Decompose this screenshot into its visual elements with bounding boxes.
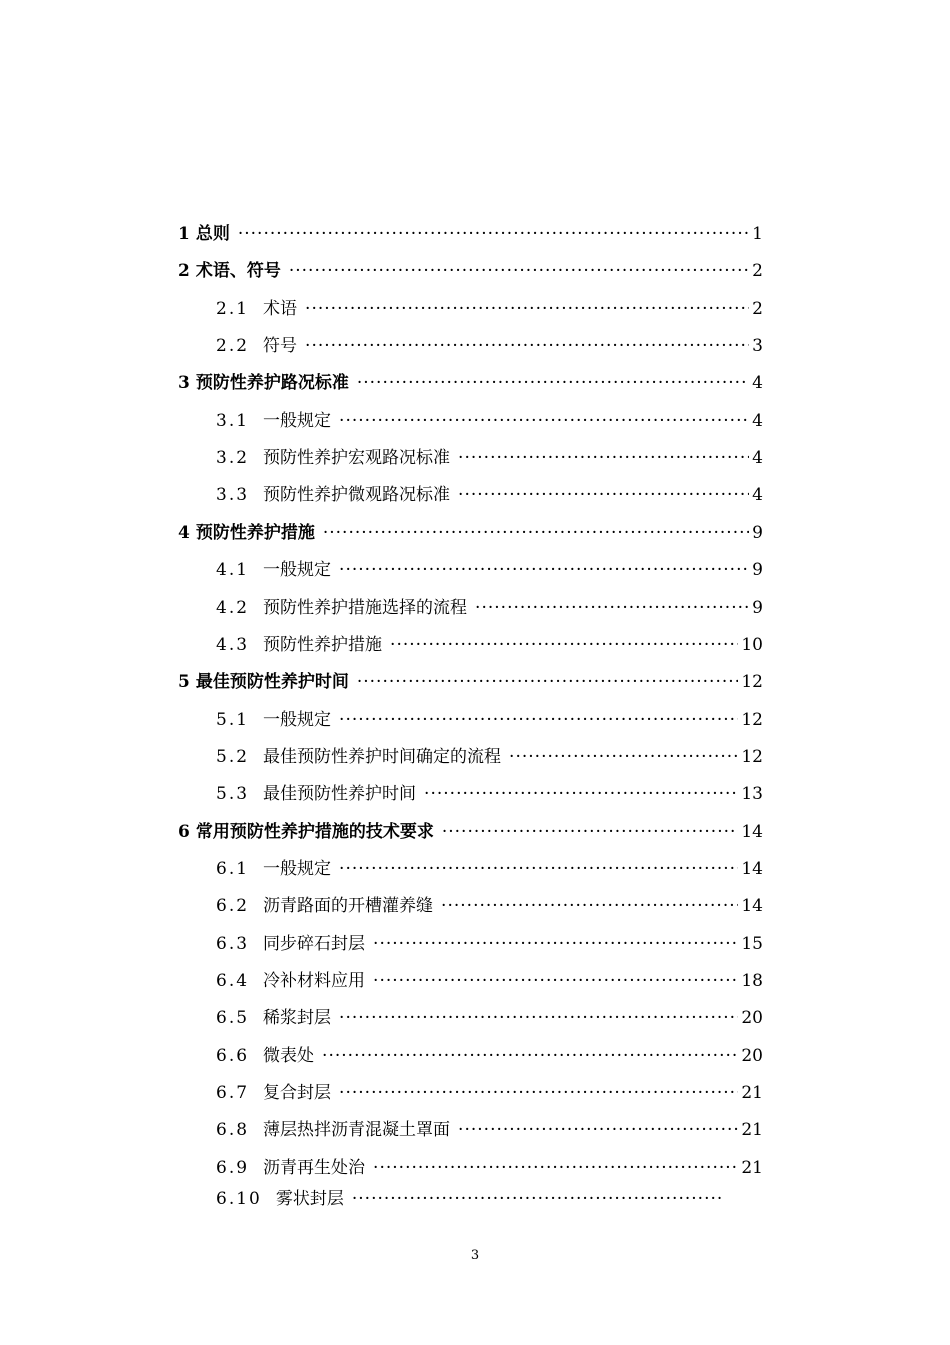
toc-entry-title: 最佳预防性养护时间确定的流程 — [263, 746, 502, 767]
toc-leader-dots — [305, 298, 749, 320]
toc-entry-number: 5 — [178, 672, 190, 693]
toc-leader-dots — [475, 597, 749, 619]
toc-entry-title: 术语、符号 — [195, 261, 281, 282]
toc-entry-number: 6.3 — [216, 933, 250, 954]
toc-entry-number: 3.3 — [216, 485, 250, 506]
toc-leader-dots — [352, 1188, 722, 1210]
toc-entry[interactable] — [178, 821, 763, 843]
toc-entry-title: 最佳预防性养护时间 — [263, 784, 417, 805]
toc-entry-number: 3 — [178, 373, 190, 394]
toc-entry-title: 复合封层 — [263, 1083, 332, 1104]
toc-leader-dots — [305, 335, 749, 357]
toc-entry-number: 6.5 — [216, 1008, 250, 1029]
toc-entry[interactable] — [216, 447, 763, 469]
toc-entry[interactable] — [216, 1157, 763, 1179]
toc-entry-number: 2 — [178, 261, 190, 282]
toc-entry-title: 一般规定 — [263, 560, 332, 581]
toc-entry-number: 6 — [178, 821, 190, 842]
toc-entry-title: 一般规定 — [263, 858, 332, 879]
toc-entry[interactable] — [216, 1119, 763, 1141]
toc-entry[interactable] — [216, 597, 763, 619]
toc-leader-dots — [458, 1119, 738, 1141]
toc-entry[interactable] — [178, 671, 763, 693]
toc-entry-title: 一般规定 — [263, 709, 332, 730]
toc-leader-dots — [323, 522, 749, 544]
toc-entry-title: 同步碎石封层 — [263, 933, 366, 954]
toc-leader-dots — [339, 709, 738, 731]
toc-entry-number: 2.2 — [216, 336, 250, 357]
toc-entry-title: 预防性养护措施 — [195, 522, 315, 543]
toc-entry[interactable] — [216, 933, 763, 955]
toc-entry-page: 9 — [752, 560, 763, 581]
toc-entry-title: 冷补材料应用 — [263, 971, 366, 991]
toc-entry[interactable] — [178, 223, 763, 245]
toc-entry-page: 4 — [752, 485, 763, 506]
toc-entry-page: 12 — [741, 709, 763, 730]
toc-leader-dots — [441, 895, 738, 917]
toc-entry[interactable] — [216, 298, 763, 320]
toc-entry-title: 常用预防性养护措施的技术要求 — [195, 821, 434, 842]
toc-leader-dots — [373, 933, 738, 955]
toc-entry-number: 6.10 — [216, 1189, 262, 1210]
toc-entry[interactable] — [216, 559, 763, 581]
toc-entry-page: 14 — [741, 858, 763, 879]
toc-entry-page: 9 — [752, 522, 763, 543]
toc-entry[interactable] — [216, 410, 763, 432]
toc-leader-dots — [339, 1082, 738, 1104]
toc-entry-page: 21 — [741, 1083, 763, 1104]
toc-entry-number: 1 — [178, 224, 190, 244]
toc-entry-title: 预防性养护路况标准 — [195, 373, 349, 394]
toc-entry-title: 最佳预防性养护时间 — [195, 672, 349, 693]
toc-entry[interactable] — [216, 746, 763, 768]
toc-entry-number: 6.8 — [216, 1120, 250, 1141]
toc-entry-page: 20 — [741, 1008, 763, 1029]
page-number: 3 — [470, 1248, 480, 1263]
toc-entry[interactable] — [216, 1082, 763, 1104]
toc-entry[interactable] — [216, 970, 763, 992]
toc-entry[interactable] — [216, 1188, 763, 1210]
toc-leader-dots — [373, 970, 738, 992]
toc-leader-dots — [442, 821, 739, 843]
toc-leader-dots — [339, 410, 749, 432]
toc-entry-page: 10 — [741, 634, 763, 655]
toc-entry-number: 4.2 — [216, 597, 250, 618]
toc-entry-number: 2.1 — [216, 298, 250, 319]
toc-leader-dots — [339, 858, 738, 880]
toc-leader-dots — [424, 783, 738, 805]
toc-entry[interactable] — [216, 1045, 763, 1067]
toc-entry-title: 预防性养护微观路况标准 — [263, 485, 451, 506]
toc-entry-page: 13 — [741, 784, 763, 805]
toc-leader-dots — [357, 372, 749, 394]
toc-entry-title: 预防性养护措施 — [263, 634, 383, 655]
toc-entry-page: 4 — [752, 410, 763, 431]
toc-entry-title: 薄层热拌沥青混凝土罩面 — [263, 1120, 451, 1141]
toc-entry-page: 14 — [741, 896, 763, 917]
toc-entry-page: 3 — [752, 336, 763, 357]
toc-entry-title: 沥青路面的开槽灌养缝 — [263, 896, 434, 917]
toc-entry-number: 6.2 — [216, 896, 250, 917]
toc-entry-title: 微表处 — [263, 1045, 315, 1066]
toc-entry[interactable] — [216, 484, 763, 506]
toc-entry-page: 12 — [741, 746, 763, 767]
toc-entry[interactable] — [178, 372, 763, 394]
toc-entry-page: 2 — [752, 261, 763, 282]
toc-entry-page: 18 — [741, 971, 763, 991]
toc-entry[interactable] — [216, 858, 763, 880]
toc-leader-dots — [458, 484, 749, 506]
toc-entry-page: 21 — [741, 1120, 763, 1141]
toc-entry-page: 20 — [741, 1045, 763, 1066]
toc-leader-dots — [289, 260, 749, 282]
toc-leader-dots — [458, 447, 749, 469]
toc-entry-number: 4.1 — [216, 560, 250, 581]
toc-leader-dots — [390, 634, 738, 656]
toc-entry-title: 预防性养护措施选择的流程 — [263, 597, 468, 618]
toc-entry-title: 总则 — [195, 224, 230, 244]
toc-entry-title: 沥青再生处治 — [263, 1157, 366, 1178]
toc-leader-dots — [238, 223, 749, 245]
toc-entry-number: 6.1 — [216, 858, 250, 879]
toc-entry-number: 4 — [178, 522, 190, 543]
toc-entry-number: 3.2 — [216, 448, 250, 469]
toc-entry-page: 2 — [752, 298, 763, 319]
toc-entry-page: 9 — [752, 597, 763, 618]
toc-entry[interactable] — [216, 335, 763, 357]
toc-entry-title: 雾状封层 — [275, 1189, 344, 1210]
toc-entry[interactable] — [216, 895, 763, 917]
toc-leader-dots — [373, 1157, 738, 1179]
toc-entry-title: 一般规定 — [263, 410, 332, 431]
toc-entry-number: 4.3 — [216, 634, 250, 655]
toc-entry-number: 3.1 — [216, 410, 250, 431]
toc-entry[interactable] — [216, 783, 763, 805]
toc-entry[interactable] — [178, 522, 763, 544]
toc-entry[interactable] — [178, 260, 763, 282]
toc-entry-number: 6.4 — [216, 971, 250, 991]
toc-entry-title: 稀浆封层 — [263, 1008, 332, 1029]
toc-entry-number: 5.1 — [216, 709, 250, 730]
toc-leader-dots — [339, 1007, 738, 1029]
toc-leader-dots — [322, 1045, 738, 1067]
toc-entry-title: 符号 — [263, 336, 298, 357]
toc-entry-page: 4 — [752, 373, 763, 394]
toc-leader-dots — [509, 746, 738, 768]
toc-entry[interactable] — [216, 709, 763, 731]
toc-leader-dots — [339, 559, 749, 581]
toc-entry-number: 5.2 — [216, 746, 250, 767]
toc-leader-dots — [357, 671, 739, 693]
toc-entry-number: 6.9 — [216, 1157, 250, 1178]
toc-entry-page: 12 — [741, 672, 763, 693]
toc-entry-title: 预防性养护宏观路况标准 — [263, 448, 451, 469]
toc-entry-number: 6.6 — [216, 1045, 250, 1066]
toc-entry[interactable] — [216, 634, 763, 656]
toc-entry-page: 15 — [741, 933, 763, 954]
toc-entry-page: 14 — [741, 821, 763, 842]
toc-entry-number: 6.7 — [216, 1083, 250, 1104]
toc-entry-page: 21 — [741, 1157, 763, 1178]
toc-entry[interactable] — [216, 1007, 763, 1029]
toc-entry-page: 4 — [752, 448, 763, 469]
toc-entry-page: 1 — [752, 224, 763, 244]
toc-entry-title: 术语 — [263, 298, 298, 319]
toc-entry-number: 5.3 — [216, 784, 250, 805]
